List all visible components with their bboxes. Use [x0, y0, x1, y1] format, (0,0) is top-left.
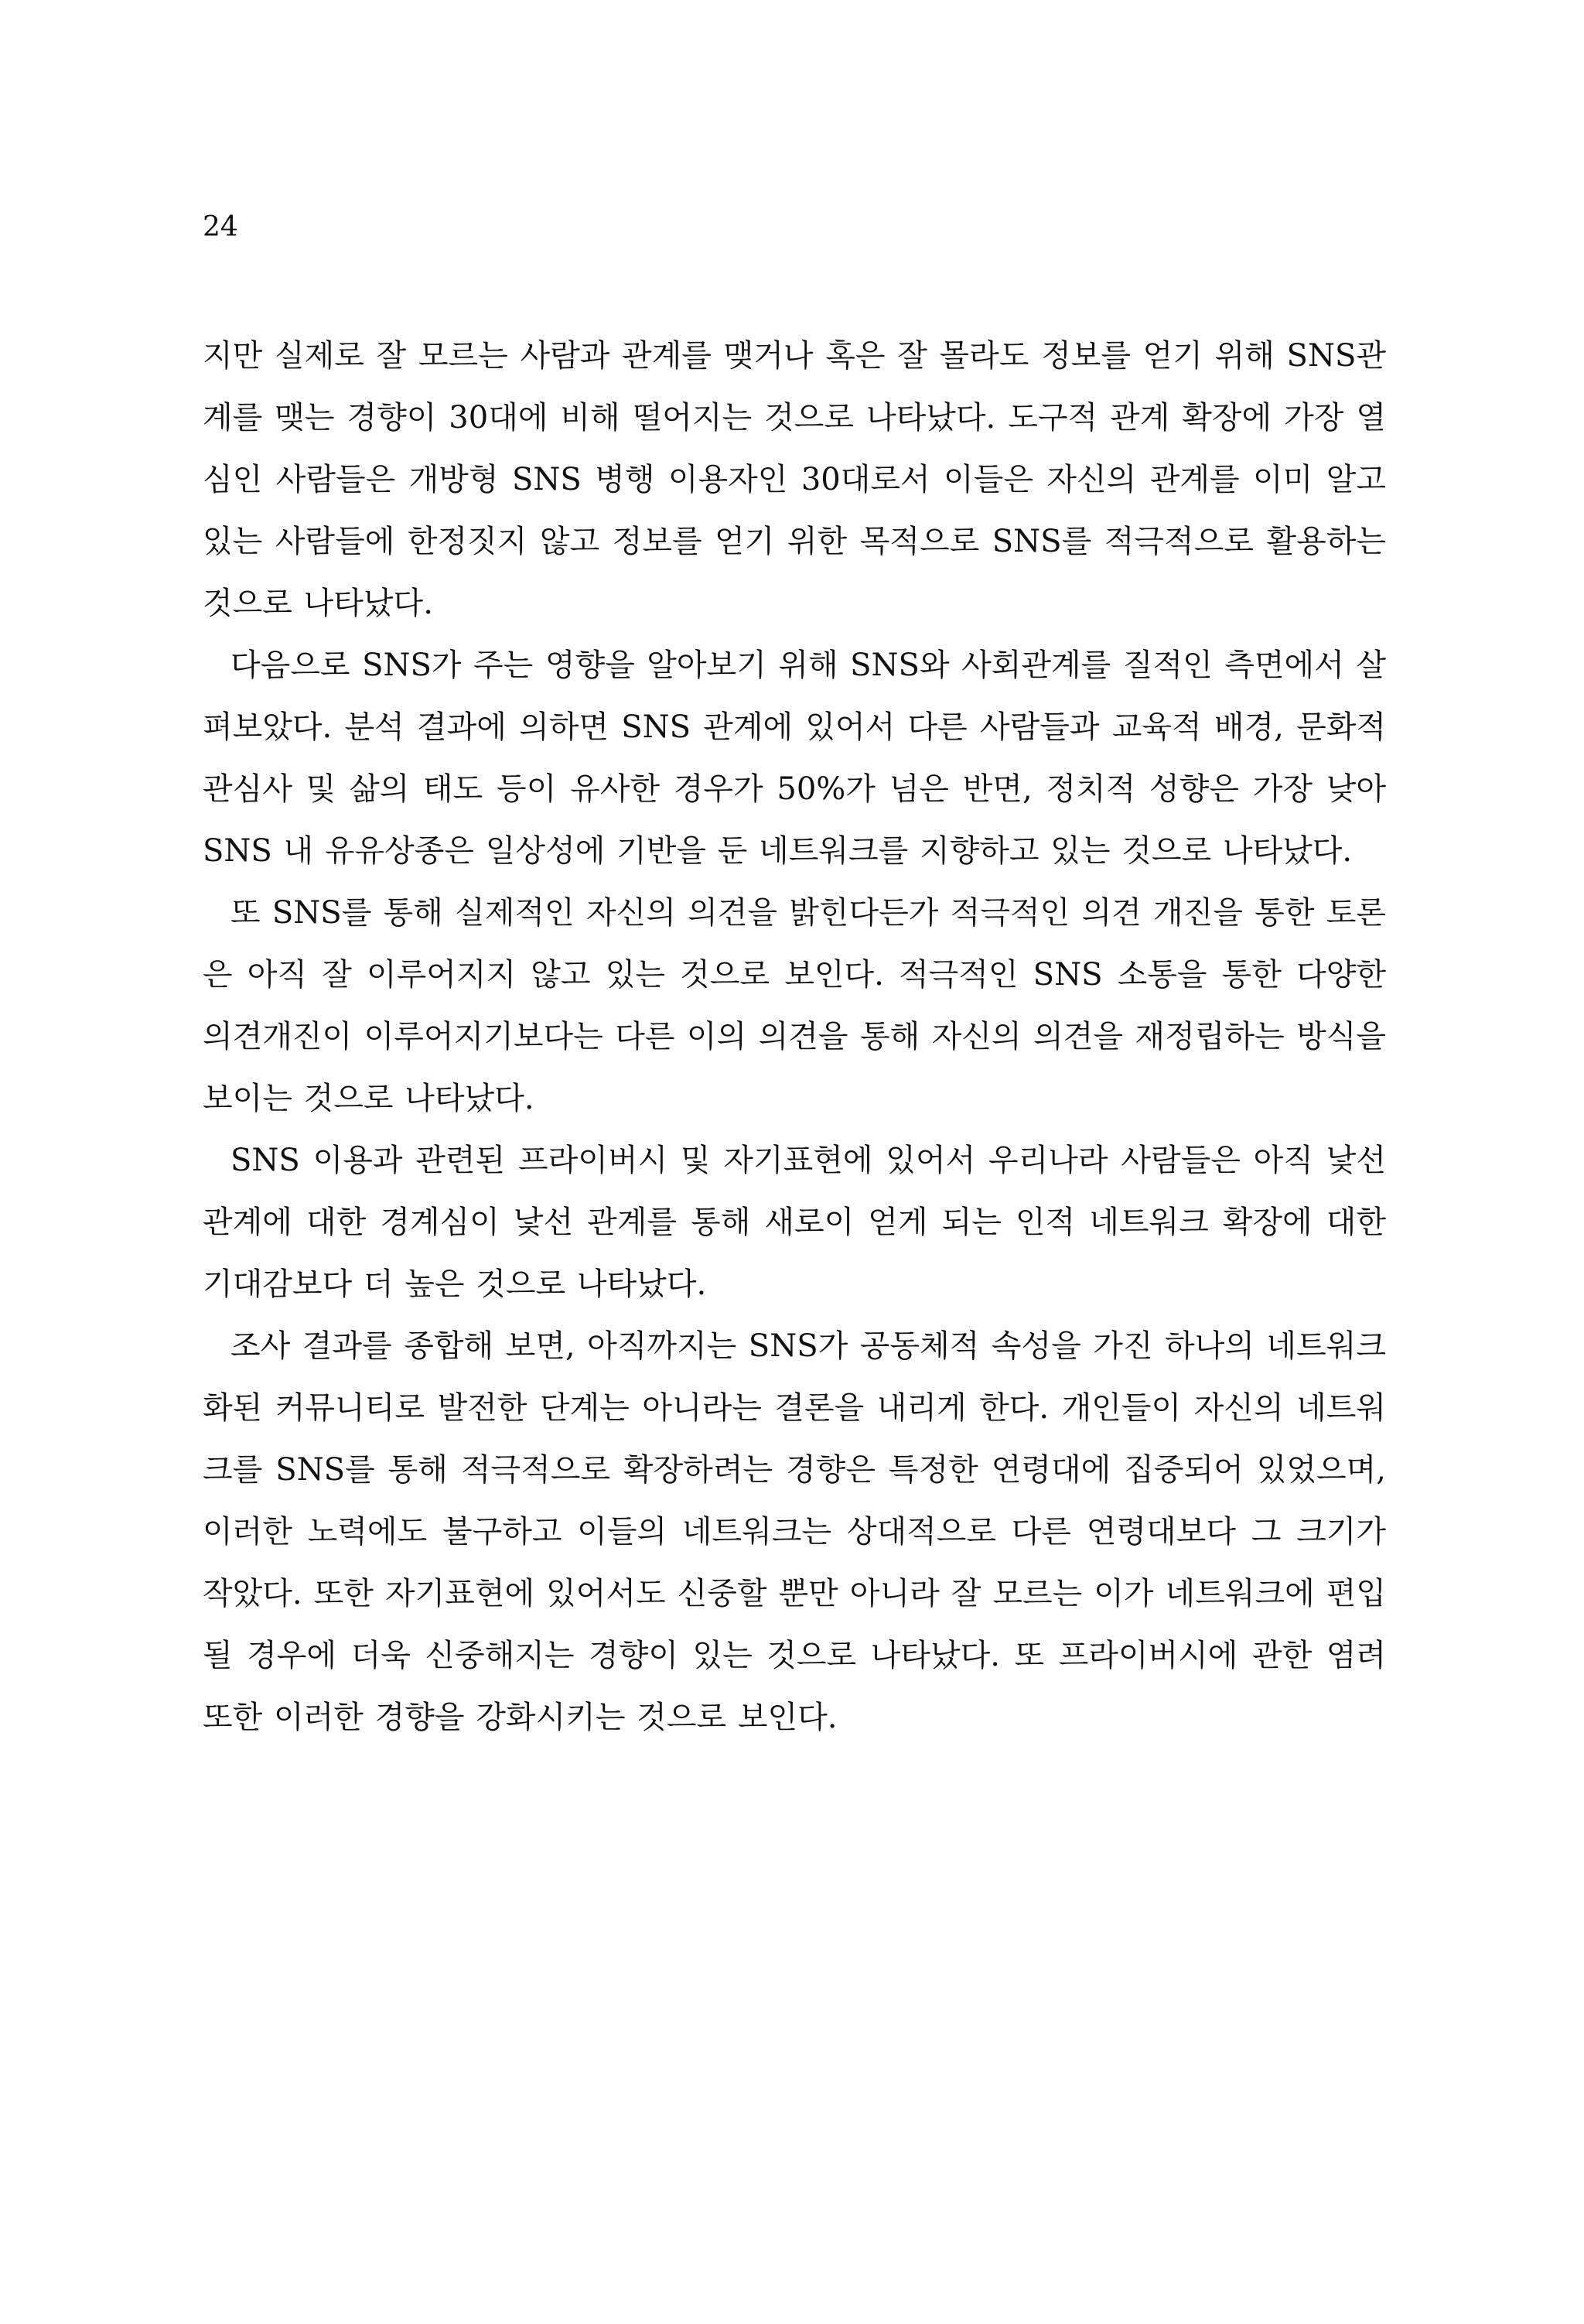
paragraph-5: 조사 결과를 종합해 보면, 아직까지는 SNS가 공동체적 속성을 가진 하나의 네트워크화된 커뮤니티로 발전한 단계는 아니라는 결론을 내리게 한다. 개인들이 자신의 네트워크를 SNS를 통해 적극적으로 확장하려는 경향은 특정한 연령대에 집중되어 있었으며, 이러한 노력에도 불구하고 이들의 네트워크는 상대적으로 다른 연령대보다 그 크기가 작았다. 또한 자기표현에 있어서도 신중할 뿐만 아니라 잘 모르는 이가 네트워크에 편입될 경우에 더욱 신중해지는 경향이 있는 것으로 나타났다. 또 프라이버시에 관한 염려 또한 이러한 경향을 강화시키는 것으로 보인다. — [203, 1328, 1386, 1735]
body-text — [203, 325, 1386, 1748]
paragraph-4: SNS 이용과 관련된 프라이버시 및 자기표현에 있어서 우리나라 사람들은 아직 낯선 관계에 대한 경계심이 낯선 관계를 통해 새로이 얻게 되는 인적 네트워크 확장에 대한 기대감보다 더 높은 것으로 나타났다. — [203, 1143, 1386, 1302]
paragraph-2: 다음으로 SNS가 주는 영향을 알아보기 위해 SNS와 사회관계를 질적인 측면에서 살펴보았다. 분석 결과에 의하면 SNS 관계에 있어서 다른 사람들과 교육적 배경, 문화적 관심사 및 삶의 태도 등이 유사한 경우가 50%가 넘은 반면, 정치적 성향은 가장 낮아 SNS 내 유유상종은 일상성에 기반을 둔 네트워크를 지향하고 있는 것으로 나타났다. — [203, 648, 1386, 869]
paragraph-3: 또 SNS를 통해 실제적인 자신의 의견을 밝힌다든가 적극적인 의견 개진을 통한 토론은 아직 잘 이루어지지 않고 있는 것으로 보인다. 적극적인 SNS 소통을 통한 다양한 의견개진이 이루어지기보다는 다른 이의 의견을 통해 자신의 의견을 재정립하는 방식을 보이는 것으로 나타났다. — [203, 895, 1386, 1116]
paragraph-1: 지만 실제로 잘 모르는 사람과 관계를 맺거나 혹은 잘 몰라도 정보를 얻기 위해 SNS관계를 맺는 경향이 30대에 비해 떨어지는 것으로 나타났다. 도구적 관계 확장에 가장 열심인 사람들은 개방형 SNS 병행 이용자인 30대로서 이들은 자신의 관계를 이미 알고 있는 사람들에 한정짓지 않고 정보를 얻기 위한 목적으로 SNS를 적극적으로 활용하는 것으로 나타났다. — [203, 338, 1386, 621]
page-number: 24 — [203, 211, 238, 243]
